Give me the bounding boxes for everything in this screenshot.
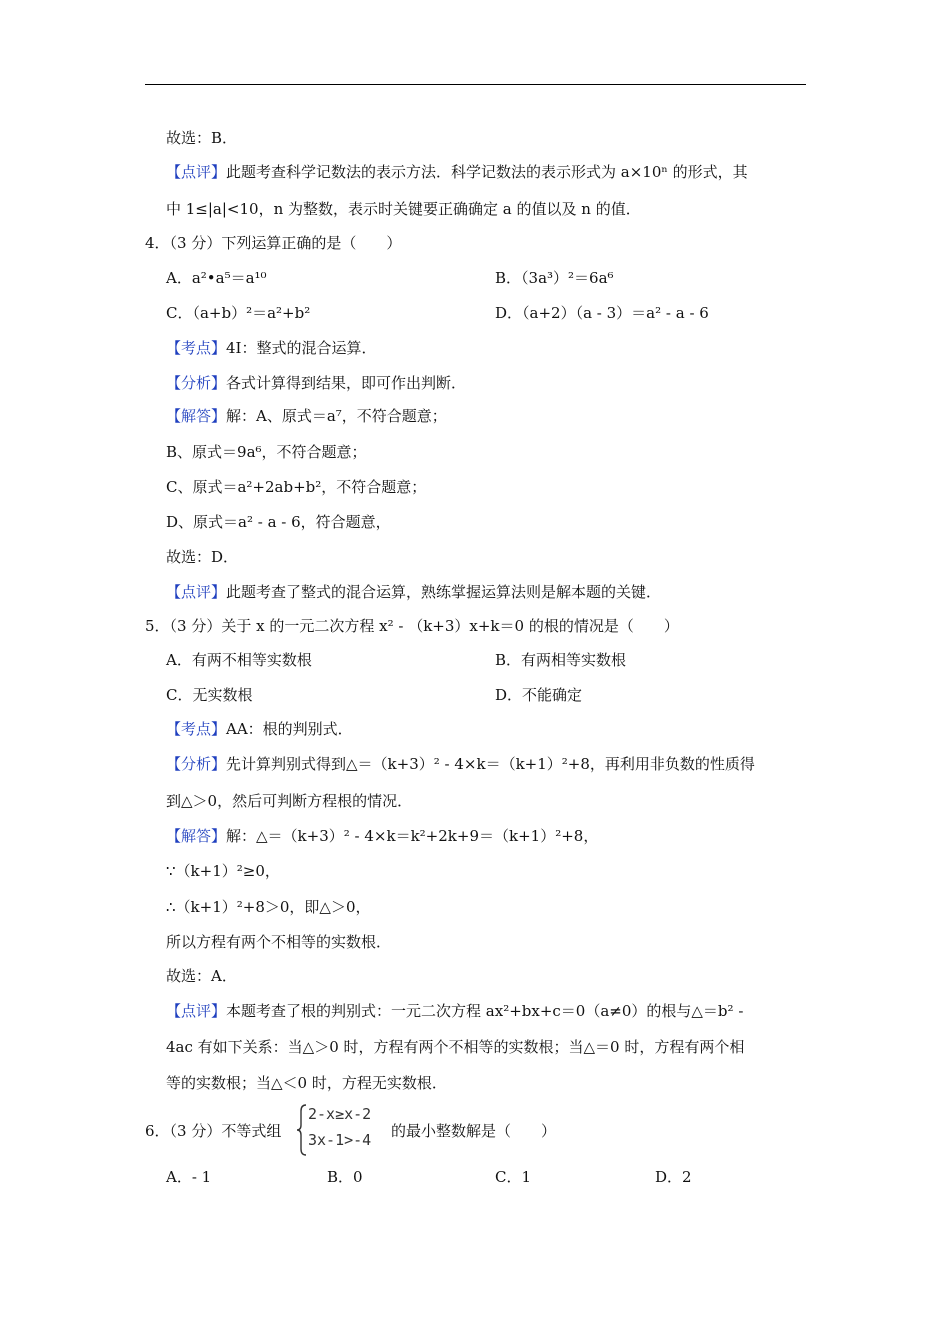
q4-answer: 故选：D． bbox=[166, 548, 239, 566]
dianping-tag: 【点评】 bbox=[166, 583, 227, 601]
comment-line-cont: 中 1≤|a|<10，n 为整数，表示时关键要正确确定 a 的值以及 n 的值． bbox=[166, 200, 641, 218]
jieda-tag: 【解答】 bbox=[166, 827, 227, 845]
inequality-1: 2-x≥x-2 bbox=[308, 1105, 372, 1123]
q5-option-d: D．不能确定 bbox=[495, 686, 583, 704]
inequality-system bbox=[296, 1104, 396, 1156]
q5-dianping-cont2: 等的实数根；当△＜0 时，方程无实数根． bbox=[166, 1074, 447, 1092]
question-6-suffix: 的最小整数解是（ ） bbox=[391, 1122, 557, 1140]
q4-solution-d: D、原式＝a² - a - 6，符合题意， bbox=[166, 513, 391, 531]
dianping-tag: 【点评】 bbox=[166, 1002, 227, 1020]
q5-jieda: 【解答】解：△＝（k+3）² - 4×k＝k²+2k+9＝（k+1）²+8， bbox=[166, 827, 599, 845]
q6-option-b: B．0 bbox=[327, 1168, 363, 1186]
fenxi-tag: 【分析】 bbox=[166, 755, 227, 773]
question-6-prefix: 6．（3 分）不等式组 bbox=[145, 1122, 282, 1140]
q4-fenxi: 【分析】各式计算得到结果，即可作出判断． bbox=[166, 374, 467, 392]
jieda-tag: 【解答】 bbox=[166, 407, 227, 425]
q4-jieda: 【解答】解：A、原式＝a⁷，不符合题意； bbox=[166, 407, 447, 425]
q5-option-c: C．无实数根 bbox=[166, 686, 253, 704]
q6-option-c: C．1 bbox=[495, 1168, 532, 1186]
q5-kaodian: 【考点】AA：根的判别式． bbox=[166, 720, 353, 738]
q5-option-a: A．有两不相等实数根 bbox=[166, 651, 312, 669]
q5-option-b: B．有两相等实数根 bbox=[495, 651, 627, 669]
q5-fenxi-cont: 到△＞0，然后可判断方程根的情况． bbox=[166, 792, 413, 810]
q4-option-c: C．（a+b）²＝a²+b² bbox=[166, 304, 311, 322]
q4-solution-b: B、原式＝9a⁶，不符合题意； bbox=[166, 443, 367, 461]
q4-option-d: D．（a+2）（a - 3）＝a² - a - 6 bbox=[495, 304, 709, 322]
answer-line: 故选：B． bbox=[166, 129, 238, 147]
q5-therefore: ∴（k+1）²+8＞0，即△＞0， bbox=[166, 898, 371, 916]
inequality-2: 3x-1>-4 bbox=[308, 1131, 372, 1149]
question-4-stem: 4．（3 分）下列运算正确的是（ ） bbox=[145, 234, 402, 252]
question-5-stem: 5．（3 分）关于 x 的一元二次方程 x² - （k+3）x+k＝0 的根的情况是（ ） bbox=[145, 617, 679, 635]
q5-dianping: 【点评】本题考查了根的判别式：一元二次方程 ax²+bx+c＝0（a≠0）的根与△＝b² - bbox=[166, 1002, 744, 1020]
q5-because: ∵（k+1）²≥0， bbox=[166, 862, 280, 880]
fenxi-tag: 【分析】 bbox=[166, 374, 227, 392]
q4-solution-c: C、原式＝a²+2ab+b²，不符合题意； bbox=[166, 478, 427, 496]
kaodian-tag: 【考点】 bbox=[166, 339, 227, 357]
q5-fenxi: 【分析】先计算判别式得到△＝（k+3）² - 4×k＝（k+1）²+8，再利用非负数的性质得 bbox=[166, 755, 755, 773]
left-brace-icon bbox=[296, 1104, 308, 1156]
comment-tag: 【点评】 bbox=[166, 163, 227, 181]
q4-kaodian: 【考点】4I：整式的混合运算． bbox=[166, 339, 377, 357]
q5-conclusion: 所以方程有两个不相等的实数根． bbox=[166, 933, 392, 951]
q4-option-a: A．a²•a⁵＝a¹⁰ bbox=[166, 269, 267, 287]
q4-option-b: B．（3a³）²＝6a⁶ bbox=[495, 269, 614, 287]
q5-answer: 故选：A． bbox=[166, 967, 237, 985]
q6-option-a: A．- 1 bbox=[166, 1168, 212, 1186]
q6-option-d: D．2 bbox=[655, 1168, 692, 1186]
kaodian-tag: 【考点】 bbox=[166, 720, 227, 738]
comment-line: 【点评】此题考查科学记数法的表示方法．科学记数法的表示形式为 a×10ⁿ 的形式，其 bbox=[166, 163, 748, 181]
q4-dianping: 【点评】此题考查了整式的混合运算，熟练掌握运算法则是解本题的关键． bbox=[166, 583, 662, 601]
header-rule bbox=[145, 84, 806, 85]
q5-dianping-cont1: 4ac 有如下关系：当△＞0 时，方程有两个不相等的实数根；当△＝0 时，方程有两个相 bbox=[166, 1038, 745, 1056]
